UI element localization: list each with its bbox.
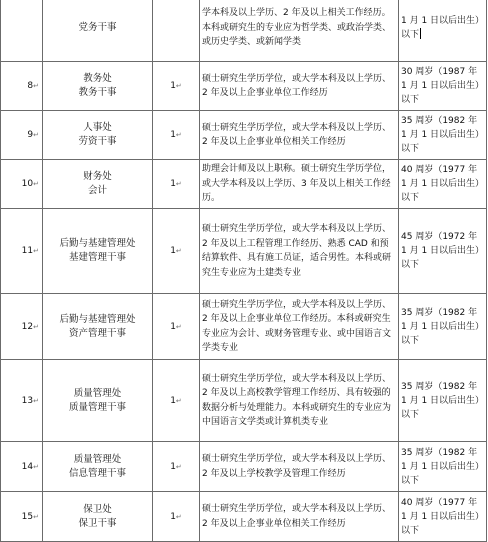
table-row xyxy=(1,492,487,542)
headcount-cell: 1↵ xyxy=(153,442,200,492)
age-limit-cell: 35 周岁（1982 年 1 月 1 日以后出生）以下 xyxy=(399,360,487,442)
table-row xyxy=(1,0,487,62)
age-limit-cell: 30 周岁（1987 年 1 月 1 日以后出生）以下 xyxy=(399,62,487,111)
requirements-cell: 助理会计师及以上职称。硕士研究生学历学位，或大学本科及以上学历、3 年及以上相关工作经历。 xyxy=(200,160,399,209)
requirements-cell: 硕士研究生学历学位，或大学本科及以上学历、2 年及以上企事业单位相关工作经历 xyxy=(200,492,399,542)
headcount-cell: 1↵ xyxy=(153,294,200,360)
requirements-cell: 硕士研究生学历学位，或大学本科及以上学历、2 年及以上高校教学管理工作经历、具有较强的数据分析与处理能力。本科或研究生的专业应为中国语言文学类或计算机类专业 xyxy=(200,360,399,442)
row-number: 8↵ xyxy=(1,62,43,111)
position-name: 会计 xyxy=(87,185,107,196)
table-row xyxy=(1,294,487,360)
requirements-cell: 硕士研究生学历学位，或大学本科及以上学历、2 年及以上工程管理工作经历、熟悉 CAD 和预结算软件、具有施工员证，适合男性。本科或研究生专业应为土建类专业 xyxy=(200,209,399,294)
row-number: 10↵ xyxy=(1,160,43,209)
headcount-cell: 1↵ xyxy=(153,111,200,160)
row-number: 9↵ xyxy=(1,111,43,160)
department-name: 质量管理处 xyxy=(73,453,122,465)
requirements-cell: 学本科及以上学历、2 年及以上相关工作经历。本科或研究生的专业应为哲学类、或政治学类、或历史学类、或新闻学类 xyxy=(200,0,399,62)
age-limit-cell: 40 周岁（1977 年 1 月 1 日以后出生）以下 xyxy=(399,492,487,542)
age-limit-cell: 35 周岁（1982 年 1 月 1 日以后出生）以下 xyxy=(399,294,487,360)
headcount-cell: 1↵ xyxy=(153,209,200,294)
headcount-cell: 1↵ xyxy=(153,160,200,209)
row-number: 15↵ xyxy=(1,492,43,542)
headcount-cell: 1↵ xyxy=(153,360,200,442)
position-name: 教务干事 xyxy=(78,87,117,98)
requirements-cell: 硕士研究生学历学位，或大学本科及以上学历、2 年及以上学校教学及管理工作经历 xyxy=(200,442,399,492)
position-name: 党务干事 xyxy=(78,22,117,33)
age-limit-cell: 35 周岁（1982 年 1 月 1 日以后出生）以下 xyxy=(399,442,487,492)
table-row xyxy=(1,111,487,160)
department-cell xyxy=(43,62,153,111)
position-name: 保卫干事 xyxy=(78,517,117,529)
position-name: 质量管理干事 xyxy=(68,401,126,413)
age-limit-cell: 45 周岁（1972 年 1 月 1 日以后出生）以下 xyxy=(399,209,487,294)
requirements-cell: 硕士研究生学历学位，或大学本科及以上学历、2 年及以上企事业单位相关工作经历 xyxy=(200,111,399,160)
requirements-cell: 硕士研究生学历学位，或大学本科及以上学历、2 年及以上企事业单位工作经历 xyxy=(200,62,399,111)
department-cell xyxy=(43,492,153,542)
row-number: 13↵ xyxy=(1,360,43,442)
table-row xyxy=(1,62,487,111)
department-name: 后勤与基建管理处 xyxy=(59,238,136,249)
table-row xyxy=(1,209,487,294)
age-limit-cell: 1 月 1 日以后出生）以下 xyxy=(399,0,487,62)
position-name: 资产管理干事 xyxy=(68,327,126,339)
position-name: 信息管理干事 xyxy=(68,467,126,479)
department-name: 人事处 xyxy=(83,122,112,133)
headcount-cell: 1↵ xyxy=(153,62,200,111)
row-number: 14↵ xyxy=(1,442,43,492)
department-cell xyxy=(43,360,153,442)
row-number: 11↵ xyxy=(1,209,43,294)
requirements-cell: 硕士研究生学历学位，或大学本科及以上学历、2 年及以上企事业单位工作经历。本科或研究生专业应为会计、或财务管理专业、或中国语言文学类专业 xyxy=(200,294,399,360)
department-cell xyxy=(43,0,153,62)
age-limit-cell: 35 周岁（1982 年 1 月 1 日以后出生）以下 xyxy=(399,111,487,160)
department-name: 教务处 xyxy=(83,73,112,84)
table-row xyxy=(1,160,487,209)
table-row xyxy=(1,360,487,442)
position-name: 劳资干事 xyxy=(78,136,117,147)
text-cursor xyxy=(420,28,421,39)
department-cell xyxy=(43,294,153,360)
age-limit-cell: 40 周岁（1977 年 1 月 1 日以后出生）以下 xyxy=(399,160,487,209)
department-name: 后勤与基建管理处 xyxy=(59,313,136,325)
headcount-cell xyxy=(153,0,200,62)
department-cell xyxy=(43,209,153,294)
department-cell xyxy=(43,160,153,209)
department-cell xyxy=(43,111,153,160)
headcount-cell: 1↵ xyxy=(153,492,200,542)
row-number xyxy=(1,0,43,62)
department-name: 保卫处 xyxy=(83,503,112,515)
row-number: 12↵ xyxy=(1,294,43,360)
table-row xyxy=(1,442,487,492)
department-name: 财务处 xyxy=(83,171,112,182)
department-cell xyxy=(43,442,153,492)
department-name: 质量管理处 xyxy=(73,387,122,399)
position-name: 基建管理干事 xyxy=(68,252,126,263)
